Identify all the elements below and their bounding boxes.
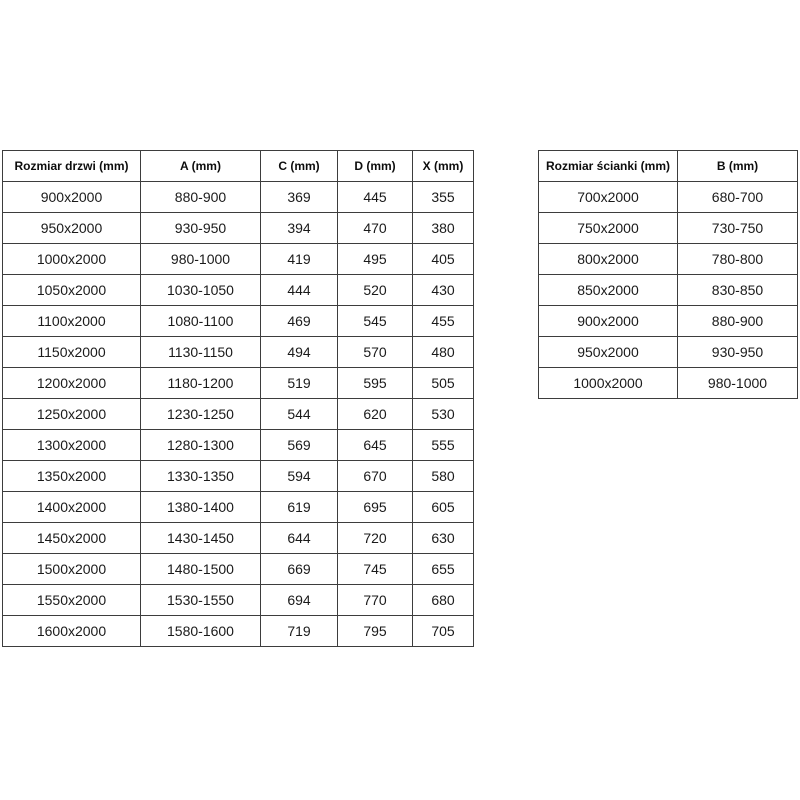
table-cell: 520 [338,275,413,306]
table-cell: 1130-1150 [141,337,261,368]
table-cell: 1050x2000 [3,275,141,306]
table-cell: 1380-1400 [141,492,261,523]
table-cell: 700x2000 [539,182,678,213]
table-cell: 369 [261,182,338,213]
table-cell: 405 [413,244,474,275]
table-row [539,306,798,337]
table-row [3,182,474,213]
table-cell: 930-950 [141,213,261,244]
table-cell: 1150x2000 [3,337,141,368]
column-header: A (mm) [141,151,261,182]
table-cell: 380 [413,213,474,244]
table-cell: 480 [413,337,474,368]
table-cell: 880-900 [678,306,798,337]
table-cell: 455 [413,306,474,337]
table-cell: 1300x2000 [3,430,141,461]
table-cell: 570 [338,337,413,368]
table-header-row [3,151,474,182]
table-cell: 800x2000 [539,244,678,275]
table-cell: 1000x2000 [3,244,141,275]
table-cell: 630 [413,523,474,554]
table-row [3,399,474,430]
table-row [3,213,474,244]
table-cell: 605 [413,492,474,523]
table-row [539,213,798,244]
table-cell: 750x2000 [539,213,678,244]
table-cell: 1100x2000 [3,306,141,337]
table-cell: 669 [261,554,338,585]
wall-sizes-table-body [539,182,798,399]
table-cell: 595 [338,368,413,399]
table-cell: 1480-1500 [141,554,261,585]
table-cell: 1030-1050 [141,275,261,306]
table-cell: 470 [338,213,413,244]
table-cell: 495 [338,244,413,275]
table-cell: 720 [338,523,413,554]
column-header: Rozmiar ścianki (mm) [539,151,678,182]
door-sizes-table [2,150,474,647]
column-header: D (mm) [338,151,413,182]
table-cell: 1550x2000 [3,585,141,616]
table-cell: 1280-1300 [141,430,261,461]
table-cell: 900x2000 [539,306,678,337]
table-cell: 745 [338,554,413,585]
table-row [539,337,798,368]
table-cell: 555 [413,430,474,461]
table-cell: 730-750 [678,213,798,244]
table-cell: 1400x2000 [3,492,141,523]
column-header: Rozmiar drzwi (mm) [3,151,141,182]
table-cell: 850x2000 [539,275,678,306]
table-cell: 444 [261,275,338,306]
table-cell: 680-700 [678,182,798,213]
table-cell: 1250x2000 [3,399,141,430]
table-cell: 719 [261,616,338,647]
table-cell: 544 [261,399,338,430]
table-row [3,585,474,616]
column-header: X (mm) [413,151,474,182]
door-sizes-table-body [3,182,474,647]
table-cell: 1580-1600 [141,616,261,647]
table-cell: 1450x2000 [3,523,141,554]
table-cell: 394 [261,213,338,244]
table-cell: 655 [413,554,474,585]
table-row [3,616,474,647]
table-cell: 880-900 [141,182,261,213]
table-row [539,182,798,213]
table-cell: 519 [261,368,338,399]
column-header: B (mm) [678,151,798,182]
table-cell: 770 [338,585,413,616]
table-row [539,244,798,275]
table-cell: 950x2000 [539,337,678,368]
table-cell: 830-850 [678,275,798,306]
table-cell: 505 [413,368,474,399]
table-cell: 545 [338,306,413,337]
table-cell: 1080-1100 [141,306,261,337]
wall-sizes-table [538,150,798,399]
table-cell: 569 [261,430,338,461]
table-cell: 980-1000 [678,368,798,399]
table-cell: 930-950 [678,337,798,368]
table-cell: 1430-1450 [141,523,261,554]
column-header: C (mm) [261,151,338,182]
table-cell: 670 [338,461,413,492]
table-row [3,306,474,337]
table-cell: 419 [261,244,338,275]
table-cell: 530 [413,399,474,430]
door-sizes-table-header [3,151,474,182]
table-cell: 695 [338,492,413,523]
table-cell: 1600x2000 [3,616,141,647]
table-cell: 1530-1550 [141,585,261,616]
table-cell: 950x2000 [3,213,141,244]
table-row [3,368,474,399]
table-cell: 1230-1250 [141,399,261,430]
table-row [3,523,474,554]
table-row [3,492,474,523]
table-header-row [539,151,798,182]
table-cell: 445 [338,182,413,213]
table-cell: 619 [261,492,338,523]
table-cell: 1500x2000 [3,554,141,585]
table-cell: 694 [261,585,338,616]
table-cell: 1000x2000 [539,368,678,399]
table-cell: 1200x2000 [3,368,141,399]
table-cell: 430 [413,275,474,306]
table-cell: 1330-1350 [141,461,261,492]
table-row [3,430,474,461]
table-cell: 705 [413,616,474,647]
table-row [539,368,798,399]
table-cell: 795 [338,616,413,647]
table-cell: 580 [413,461,474,492]
table-cell: 680 [413,585,474,616]
table-row [3,554,474,585]
table-cell: 469 [261,306,338,337]
table-row [3,275,474,306]
table-row [539,275,798,306]
table-cell: 1180-1200 [141,368,261,399]
wall-sizes-table-header [539,151,798,182]
table-cell: 780-800 [678,244,798,275]
table-cell: 594 [261,461,338,492]
table-row [3,337,474,368]
table-cell: 620 [338,399,413,430]
table-cell: 1350x2000 [3,461,141,492]
table-cell: 494 [261,337,338,368]
table-cell: 900x2000 [3,182,141,213]
table-row [3,461,474,492]
table-cell: 355 [413,182,474,213]
table-cell: 644 [261,523,338,554]
table-cell: 645 [338,430,413,461]
table-row [3,244,474,275]
table-cell: 980-1000 [141,244,261,275]
